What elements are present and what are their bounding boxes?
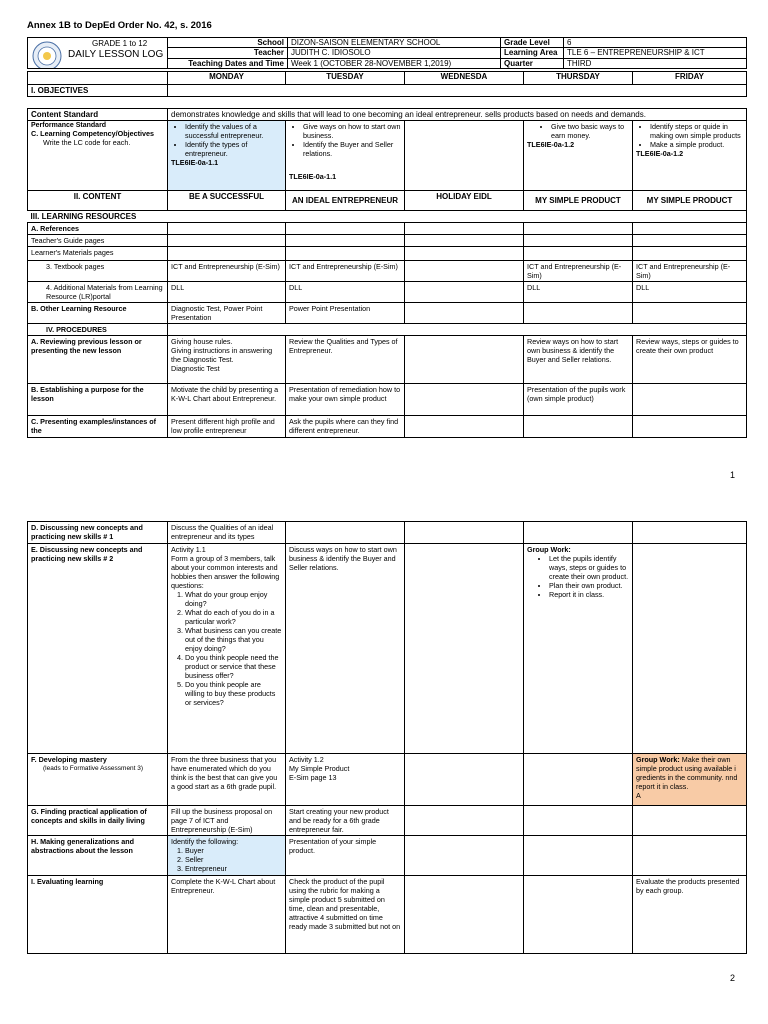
- line: My Simple Product: [289, 764, 350, 773]
- list-item: • Identify steps or quide in making own simple products: [650, 122, 743, 140]
- proc-h-label: H. Making generalizations and abstractions about the lesson: [28, 836, 168, 876]
- cell: [168, 247, 286, 261]
- proc-g-tuesday: Start creating your new product and be ready for a 6th grade entrepreneur fair.: [286, 806, 405, 836]
- procedures-heading: IV. PROCEDURES: [28, 324, 168, 336]
- cell: [524, 522, 633, 544]
- list-item: • Identify the Buyer and Seller relations.: [303, 140, 401, 158]
- cell: [633, 806, 747, 836]
- proc-a-monday: [168, 336, 286, 384]
- performance-label: Performance Standard: [31, 122, 107, 129]
- cell: [633, 247, 747, 261]
- teacher-label: Teacher: [168, 48, 288, 58]
- proc-b-monday: Motivate the child by presenting a K-W-L Chart about Entrepreneur.: [168, 384, 286, 416]
- list-item: 1. What do your group enjoy doing?: [185, 590, 282, 608]
- objective-monday: [168, 121, 286, 191]
- proc-i-label: I. Evaluating learning: [28, 876, 168, 954]
- logo-cell: [28, 38, 168, 69]
- additional-thursday: DLL: [524, 282, 633, 303]
- line: Form a group of 3 members, talk about your common interests and hobbies then answer the following questions:: [171, 554, 280, 590]
- content-standard-value: demonstrates knowledge and skills that will lead to one becoming an ideal entrepreneur. sells products based on needs and demands.: [168, 109, 747, 121]
- group-work-title: Group Work:: [527, 545, 571, 554]
- day-tuesday: TUESDAY: [286, 72, 405, 85]
- cell: [405, 384, 524, 416]
- textbook-tuesday: ICT and Entrepreneurship (E-Sim): [286, 261, 405, 282]
- list-item: 4. Do you think people need the product or service that these business offer?: [185, 653, 282, 680]
- proc-f-sub: (leads to Formative Assessment 3): [43, 765, 144, 772]
- other-monday: Diagnostic Test, Power Point Presentation: [168, 303, 286, 324]
- cell: [405, 247, 524, 261]
- proc-f-monday: From the three business that you have enumerated which do you think is the best that can give you a good start as a 6th grade pupil.: [168, 754, 286, 806]
- cell: [405, 522, 524, 544]
- annex-title: Annex 1B to DepEd Order No. 42, s. 2016: [27, 20, 212, 31]
- list-item: • Identify the values of a successful entrepreneur.: [185, 122, 282, 140]
- textbook-label: 3. Textbook pages: [28, 261, 168, 282]
- proc-c-label: C. Presenting examples/instances of the: [28, 416, 168, 438]
- school-value: DIZON-SAISON ELEMENTARY SCHOOL: [288, 38, 501, 48]
- list-item: 1. Buyer: [185, 846, 282, 855]
- proc-f-label-cell: [28, 754, 168, 806]
- list-item: • Identify the types of entrepreneur.: [185, 140, 282, 158]
- cell: [405, 544, 524, 754]
- cell: [633, 836, 747, 876]
- content-friday: MY SIMPLE PRODUCT: [633, 191, 747, 211]
- textbook-monday: ICT and Entrepreneurship (E-Sim): [168, 261, 286, 282]
- content-monday: BE A SUCCESSFUL: [168, 191, 286, 211]
- proc-f-friday-text: Make their own simple product using available i gredients in the community. nnd report it in class.: [636, 755, 738, 791]
- page-number-1: 1: [730, 470, 736, 480]
- cell: [286, 522, 405, 544]
- cell: [633, 384, 747, 416]
- cell: [633, 303, 747, 324]
- cell: [286, 223, 405, 235]
- cell: [524, 416, 633, 438]
- proc-c-tuesday: Ask the pupils where can they find different entrepreneur.: [286, 416, 405, 438]
- proc-a-thursday: Review ways on how to start own business & identify the Buyer and Seller relations.: [524, 336, 633, 384]
- proc-f-tuesday: [286, 754, 405, 806]
- cell: [405, 416, 524, 438]
- content-standard-label: Content Standard: [28, 109, 168, 121]
- line: Giving instructions in answering the Diagnostic Test.: [171, 346, 273, 364]
- proc-h-monday: [168, 836, 286, 876]
- cell: [524, 836, 633, 876]
- competency-label: C. Learning Competency/Objectives: [31, 129, 155, 138]
- line: Activity 1.1: [171, 545, 206, 554]
- cell: [405, 235, 524, 247]
- objective-wednesday: [405, 121, 524, 191]
- area-label: Learning Area: [501, 48, 564, 58]
- teacher-value: JUDITH C. IDIOSOLO: [288, 48, 501, 58]
- cell: [633, 522, 747, 544]
- cell: [286, 235, 405, 247]
- competency-sub: Write the LC code for each.: [43, 138, 131, 147]
- day-thursday: THURSDAY: [524, 72, 633, 85]
- grade-range: GRADE 1 to 12: [92, 39, 148, 48]
- content-wednesday: HOLIDAY EIDL: [405, 191, 524, 211]
- cell: [168, 223, 286, 235]
- additional-friday: DLL: [633, 282, 747, 303]
- cell: [524, 247, 633, 261]
- proc-f-label: F. Developing mastery: [31, 755, 107, 764]
- proc-g-label: G. Finding practical application of concepts and skills in daily living: [28, 806, 168, 836]
- lc-code: TLE6IE-0a-1.1: [289, 172, 337, 181]
- cell: [633, 235, 747, 247]
- proc-e-label: E. Discussing new concepts and practicing new skills # 2: [28, 544, 168, 754]
- proc-e-thursday: [524, 544, 633, 754]
- additional-tuesday: DLL: [286, 282, 405, 303]
- list-item: 2. Seller: [185, 855, 282, 864]
- area-value: TLE 6 – ENTREPRENEURSHIP & ICT: [564, 48, 747, 58]
- quarter-value: THIRD: [564, 58, 747, 68]
- proc-f-friday: [633, 754, 747, 806]
- cell: [405, 261, 524, 282]
- proc-a-tuesday: Review the Qualities and Types of Entrepreneur.: [286, 336, 405, 384]
- cell: [524, 303, 633, 324]
- cell: [405, 336, 524, 384]
- quarter-label: Quarter: [501, 58, 564, 68]
- line: Identify the following:: [171, 837, 239, 846]
- proc-g-monday: Fill up the business proposal on page 7 of ICT and Entrepreneurship (E-Sim): [168, 806, 286, 836]
- objective-tuesday: [286, 121, 405, 191]
- objectives-blank: [168, 85, 747, 97]
- proc-h-tuesday: Presentation of your simple product.: [286, 836, 405, 876]
- cell: [405, 223, 524, 235]
- resources-heading: III. LEARNING RESOURCES: [28, 211, 747, 223]
- proc-b-tuesday: Presentation of remediation how to make your own simple product: [286, 384, 405, 416]
- list-item: • Give two basic ways to earn money.: [551, 122, 629, 140]
- grade-label: Grade Level: [501, 38, 564, 48]
- group-work-title: Group Work:: [636, 755, 680, 764]
- cell: [168, 235, 286, 247]
- cell: [524, 223, 633, 235]
- header-table: [27, 37, 747, 69]
- cell: [524, 876, 633, 954]
- content-thursday: MY SIMPLE PRODUCT: [524, 191, 633, 211]
- deped-seal-icon: [32, 41, 62, 69]
- grade-value: 6: [564, 38, 747, 48]
- lesson-table-page1: [27, 71, 747, 438]
- list-item: • Report it in class.: [549, 590, 629, 599]
- list-item: • Let the pupils identify ways, steps or guides to create their own product.: [549, 554, 629, 581]
- other-tuesday: Power Point Presentation: [286, 303, 405, 324]
- list-item: 3. Entrepreneur: [185, 864, 282, 873]
- cell: [405, 876, 524, 954]
- dates-label: Teaching Dates and Time: [168, 58, 288, 68]
- tg-label: Teacher's Guide pages: [28, 235, 168, 247]
- proc-b-label: B. Establishing a purpose for the lesson: [28, 384, 168, 416]
- proc-i-monday: Complete the K-W-L Chart about Entrepreneur.: [168, 876, 286, 954]
- textbook-friday: ICT and Entrepreneurship (E-Sim): [633, 261, 747, 282]
- proc-i-friday: Evaluate the products presented by each group.: [633, 876, 747, 954]
- list-item: 3. What business can you create out of the things that you enjoy doing?: [185, 626, 282, 653]
- cell: [633, 544, 747, 754]
- textbook-thursday: ICT and Entrepreneurship (E-Sim): [524, 261, 633, 282]
- lesson-table-page2: [27, 521, 747, 954]
- dates-value: Week 1 (OCTOBER 28-NOVEMBER 1,2019): [288, 58, 501, 68]
- references-label: A. References: [28, 223, 168, 235]
- cell: [524, 806, 633, 836]
- cell: [524, 235, 633, 247]
- proc-i-tuesday: Check the product of the pupil using the rubric for making a simple product 5 submitted on time, clean and presentable, attractive 4 submitted on time ready made 3 submitted but not on: [286, 876, 405, 954]
- cell: [286, 247, 405, 261]
- list-item: • Give ways on how to start own business.: [303, 122, 401, 140]
- day-corner: [28, 72, 168, 85]
- proc-f-friday-extra: A: [636, 791, 641, 800]
- proc-c-monday: Present different high profile and low profile entrepreneur: [168, 416, 286, 438]
- day-monday: MONDAY: [168, 72, 286, 85]
- cell: [405, 303, 524, 324]
- lc-code: TLE6IE-0a-1.2: [636, 149, 684, 158]
- cell: [633, 416, 747, 438]
- objective-friday: [633, 121, 747, 191]
- line: Activity 1.2: [289, 755, 324, 764]
- line: Diagnostic Test: [171, 364, 220, 373]
- proc-d-label: D. Discussing new concepts and practicing new skills # 1: [28, 522, 168, 544]
- cell: [524, 754, 633, 806]
- list-item: • Make a simple product.: [650, 140, 743, 149]
- day-friday: FRIDAY: [633, 72, 747, 85]
- cell: [405, 754, 524, 806]
- proc-b-thursday: Presentation of the pupils work (own simple product): [524, 384, 633, 416]
- lm-label: Learner's Materials pages: [28, 247, 168, 261]
- list-item: 5. Do you think people are willing to buy these products or services?: [185, 680, 282, 707]
- proc-a-friday: Review ways, steps or guides to create their own product: [633, 336, 747, 384]
- proc-e-monday: [168, 544, 286, 754]
- competency-cell: [28, 121, 168, 191]
- doc-title: DAILY LESSON LOG: [68, 49, 164, 60]
- content-label: II. CONTENT: [28, 191, 168, 211]
- list-item: • Plan their own product.: [549, 581, 629, 590]
- additional-label: 4. Additional Materials from Learning Resource (LR)portal: [28, 282, 168, 303]
- cell: [405, 836, 524, 876]
- cell: [405, 282, 524, 303]
- proc-e-tuesday: Discuss ways on how to start own business & identify the Buyer and Seller relations.: [286, 544, 405, 754]
- objective-thursday: [524, 121, 633, 191]
- additional-monday: DLL: [168, 282, 286, 303]
- cell: [405, 806, 524, 836]
- day-wednesday: WEDNESDA: [405, 72, 524, 85]
- lc-code: TLE6IE-0a-1.1: [171, 158, 219, 167]
- content-tuesday: AN IDEAL ENTREPRENEUR: [286, 191, 405, 211]
- proc-d-monday: Discuss the Qualities of an ideal entrepreneur and its types: [168, 522, 286, 544]
- line: E-Sim page 13: [289, 773, 337, 782]
- line: Giving house rules.: [171, 337, 233, 346]
- list-item: 2. What do each of you do in a particular work?: [185, 608, 282, 626]
- cell: [633, 223, 747, 235]
- page-number-2: 2: [730, 973, 736, 983]
- other-label: B. Other Learning Resource: [28, 303, 168, 324]
- school-label: School: [168, 38, 288, 48]
- objectives-heading: I. OBJECTIVES: [28, 85, 168, 97]
- proc-a-label: A. Reviewing previous lesson or presenting the new lesson: [28, 336, 168, 384]
- lc-code: TLE6IE-0a-1.2: [527, 140, 575, 149]
- procedures-blank: [168, 324, 747, 336]
